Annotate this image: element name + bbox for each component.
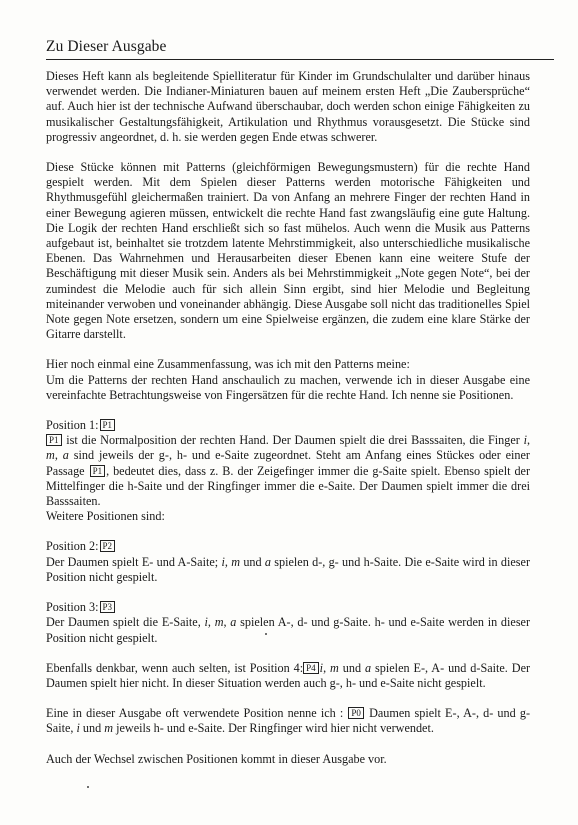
position-1-symbol-inline: P1 <box>46 434 62 446</box>
position-1-symbol: P1 <box>100 419 116 431</box>
paragraph-position-4 <box>46 661 530 691</box>
finger-a: a <box>230 615 237 630</box>
finger-m: m <box>330 660 339 675</box>
conjunction: und <box>342 660 362 675</box>
page-header <box>46 38 554 56</box>
position-1-text-a: ist die Normalposition der rechten Hand. Der Daumen spielt die drei Basssaiten, die Finger <box>66 433 520 448</box>
finger-i: i <box>221 554 225 569</box>
position-2-text-a: Der Daumen spielt E- und A-Saite; <box>46 554 219 569</box>
header-rule <box>46 59 554 60</box>
paragraph-closing: Auch der Wechsel zwischen Positionen kommt in dieser Ausgabe vor. <box>46 751 387 766</box>
summary-lead: Hier noch einmal eine Zusammenfassung, was ich mit den Patterns meine: <box>46 357 410 372</box>
page-title: Zu Dieser Ausgabe <box>46 38 167 55</box>
position-2-label: Position 2: <box>46 539 99 554</box>
position-3-heading <box>46 600 530 615</box>
finger-i: i <box>76 721 80 736</box>
position-1-symbol-passage: P1 <box>90 465 106 477</box>
paragraph-position-3 <box>46 600 530 646</box>
position-3-text-a: Der Daumen spielt die E-Saite, <box>46 615 201 630</box>
scan-speck <box>265 633 267 635</box>
position-0-symbol: P0 <box>348 707 364 719</box>
scan-speck <box>87 786 89 788</box>
separator: , <box>323 660 327 675</box>
finger-a: a <box>365 660 372 675</box>
paragraph-position-0 <box>46 706 530 736</box>
summary-text: Um die Patterns der rechten Hand anschaulich zu machen, verwende ich in dieser Ausgabe eine vereinfachte Betrachtungsweise von Fingersätzen für die rechte Hand. Ich nenne sie Positionen. <box>46 372 530 402</box>
finger-m: m <box>214 615 224 630</box>
finger-m: m <box>46 448 55 463</box>
position-3-label: Position 3: <box>46 600 99 615</box>
position-2-symbol: P2 <box>100 540 116 552</box>
position-4-text-a: Ebenfalls denkbar, wenn auch selten, ist Position 4: <box>46 660 304 675</box>
position-2-heading <box>46 539 530 554</box>
position-1-text-c: , bedeutet dies, dass z. B. der Zeigefinger immer die g-Saite spielt. Ebenso spielt der Mittelfinger die h-Saite und der Ringfinger immer die e-Saite. Der Daumen spielt immer die drei Basssaiten. <box>46 463 531 509</box>
position-3-symbol: P3 <box>100 601 116 613</box>
position-1-label: Position 1: <box>46 418 99 433</box>
position-3-text-b: spielen A-, d- und g-Saite. h- und e-Saite werden in dieser Position nicht gespielt. <box>46 615 531 645</box>
finger-a: a <box>62 448 69 463</box>
position-2-text-b: spielen d-, g- und h-Saite. Die e-Saite wird in dieser Position nicht gespielt. <box>46 554 531 584</box>
conjunction: und <box>82 721 102 736</box>
paragraph-position-1 <box>46 418 530 524</box>
paragraph-patterns: Diese Stücke können mit Patterns (gleichförmigen Bewegungsmustern) für die rechte Hand gespielt werden. Mit dem Spielen dieser Patterns werden motorische Fähigkeiten und Rhythmusgefühl gleichermaßen trainiert. Da von Anfang an mehrere Finger der rechten Hand in einer Bewegung agieren müssen, entwickelt die rechte Hand fast zwangsläufig eine gute Haltung. Die Logik der rechten Hand erschließt sich so fast mühelos. Auch wenn die Musik aus Patterns aufgebaut ist, beinhaltet sie trotzdem latente Mehrstimmigkeit, also unterschiedliche musikalische Ebenen. Das Wahrnehmen und Herausarbeiten dieser Ebenen kann eine weitere Stufe der Beschäftigung mit dieser Musik sein. Anders als bei Mehrstimmigkeit „Note gegen Note“, bei der zumindest die Melodie auch für sich allein Sinn ergibt, sind hier Melodie und Begleitung miteinander verwoben und voneinander abhängig. Diese Ausgabe soll nicht das traditionelles Spiel Note gegen Note ersetzen, sondern um eine Spielweise ergänzen, die zudem eine klare Stärke der Gitarre darstellt. <box>46 160 530 342</box>
position-0-text-c: jeweils h- und e-Saite. Der Ringfinger wird hier nicht verwendet. <box>116 721 434 736</box>
separator: , <box>224 554 228 569</box>
finger-i: i <box>204 615 208 630</box>
position-4-text-b: spielen E-, A- und d-Saite. Der Daumen spielt hier nicht. In dieser Situation werden auch g-, h- und e-Saite nicht gespielt. <box>46 660 531 690</box>
separator: , <box>207 615 211 630</box>
finger-i: i <box>319 660 324 675</box>
position-0-text-a: Eine in dieser Ausgabe oft verwendete Position nenne ich : <box>46 706 344 721</box>
position-0-text-b: Daumen spielt E-, A-, d- und g-Saite, <box>46 706 531 736</box>
conjunction: und <box>243 554 262 569</box>
paragraph-position-2 <box>46 539 530 585</box>
further-positions-lead: Weitere Positionen sind: <box>46 509 165 524</box>
position-4-symbol: P4 <box>303 662 319 674</box>
position-1-heading <box>46 418 530 433</box>
paragraph-intro: Dieses Heft kann als begleitende Spielliteratur für Kinder im Grundschulalter und darüber hinaus verwendet werden. Die Indianer-Miniaturen bauen auf meinem ersten Heft „Die Zaubersprüche“ auf. Auch hier ist der technische Aufwand überschaubar, doch werden schon einige Fähigkeiten zu musikalischer Gestaltungsfähigkeit, Artikulation und Rhythmus vorausgesetzt. Die Stücke sind progressiv angeordnet, d. h. sie werden gegen Ende etwas schwerer. <box>46 69 530 144</box>
separator: , <box>54 448 58 463</box>
finger-a: a <box>264 554 271 569</box>
separator: , <box>526 433 530 448</box>
separator: , <box>223 615 227 630</box>
position-1-text-b: sind jeweils der g-, h- und e-Saite zugeordnet. Steht am Anfang eines Stückes oder einer Passage <box>46 448 530 478</box>
finger-i: i <box>523 433 527 448</box>
body-text <box>46 69 530 782</box>
finger-m: m <box>104 721 114 736</box>
paragraph-summary <box>46 357 530 403</box>
finger-m: m <box>231 554 241 569</box>
